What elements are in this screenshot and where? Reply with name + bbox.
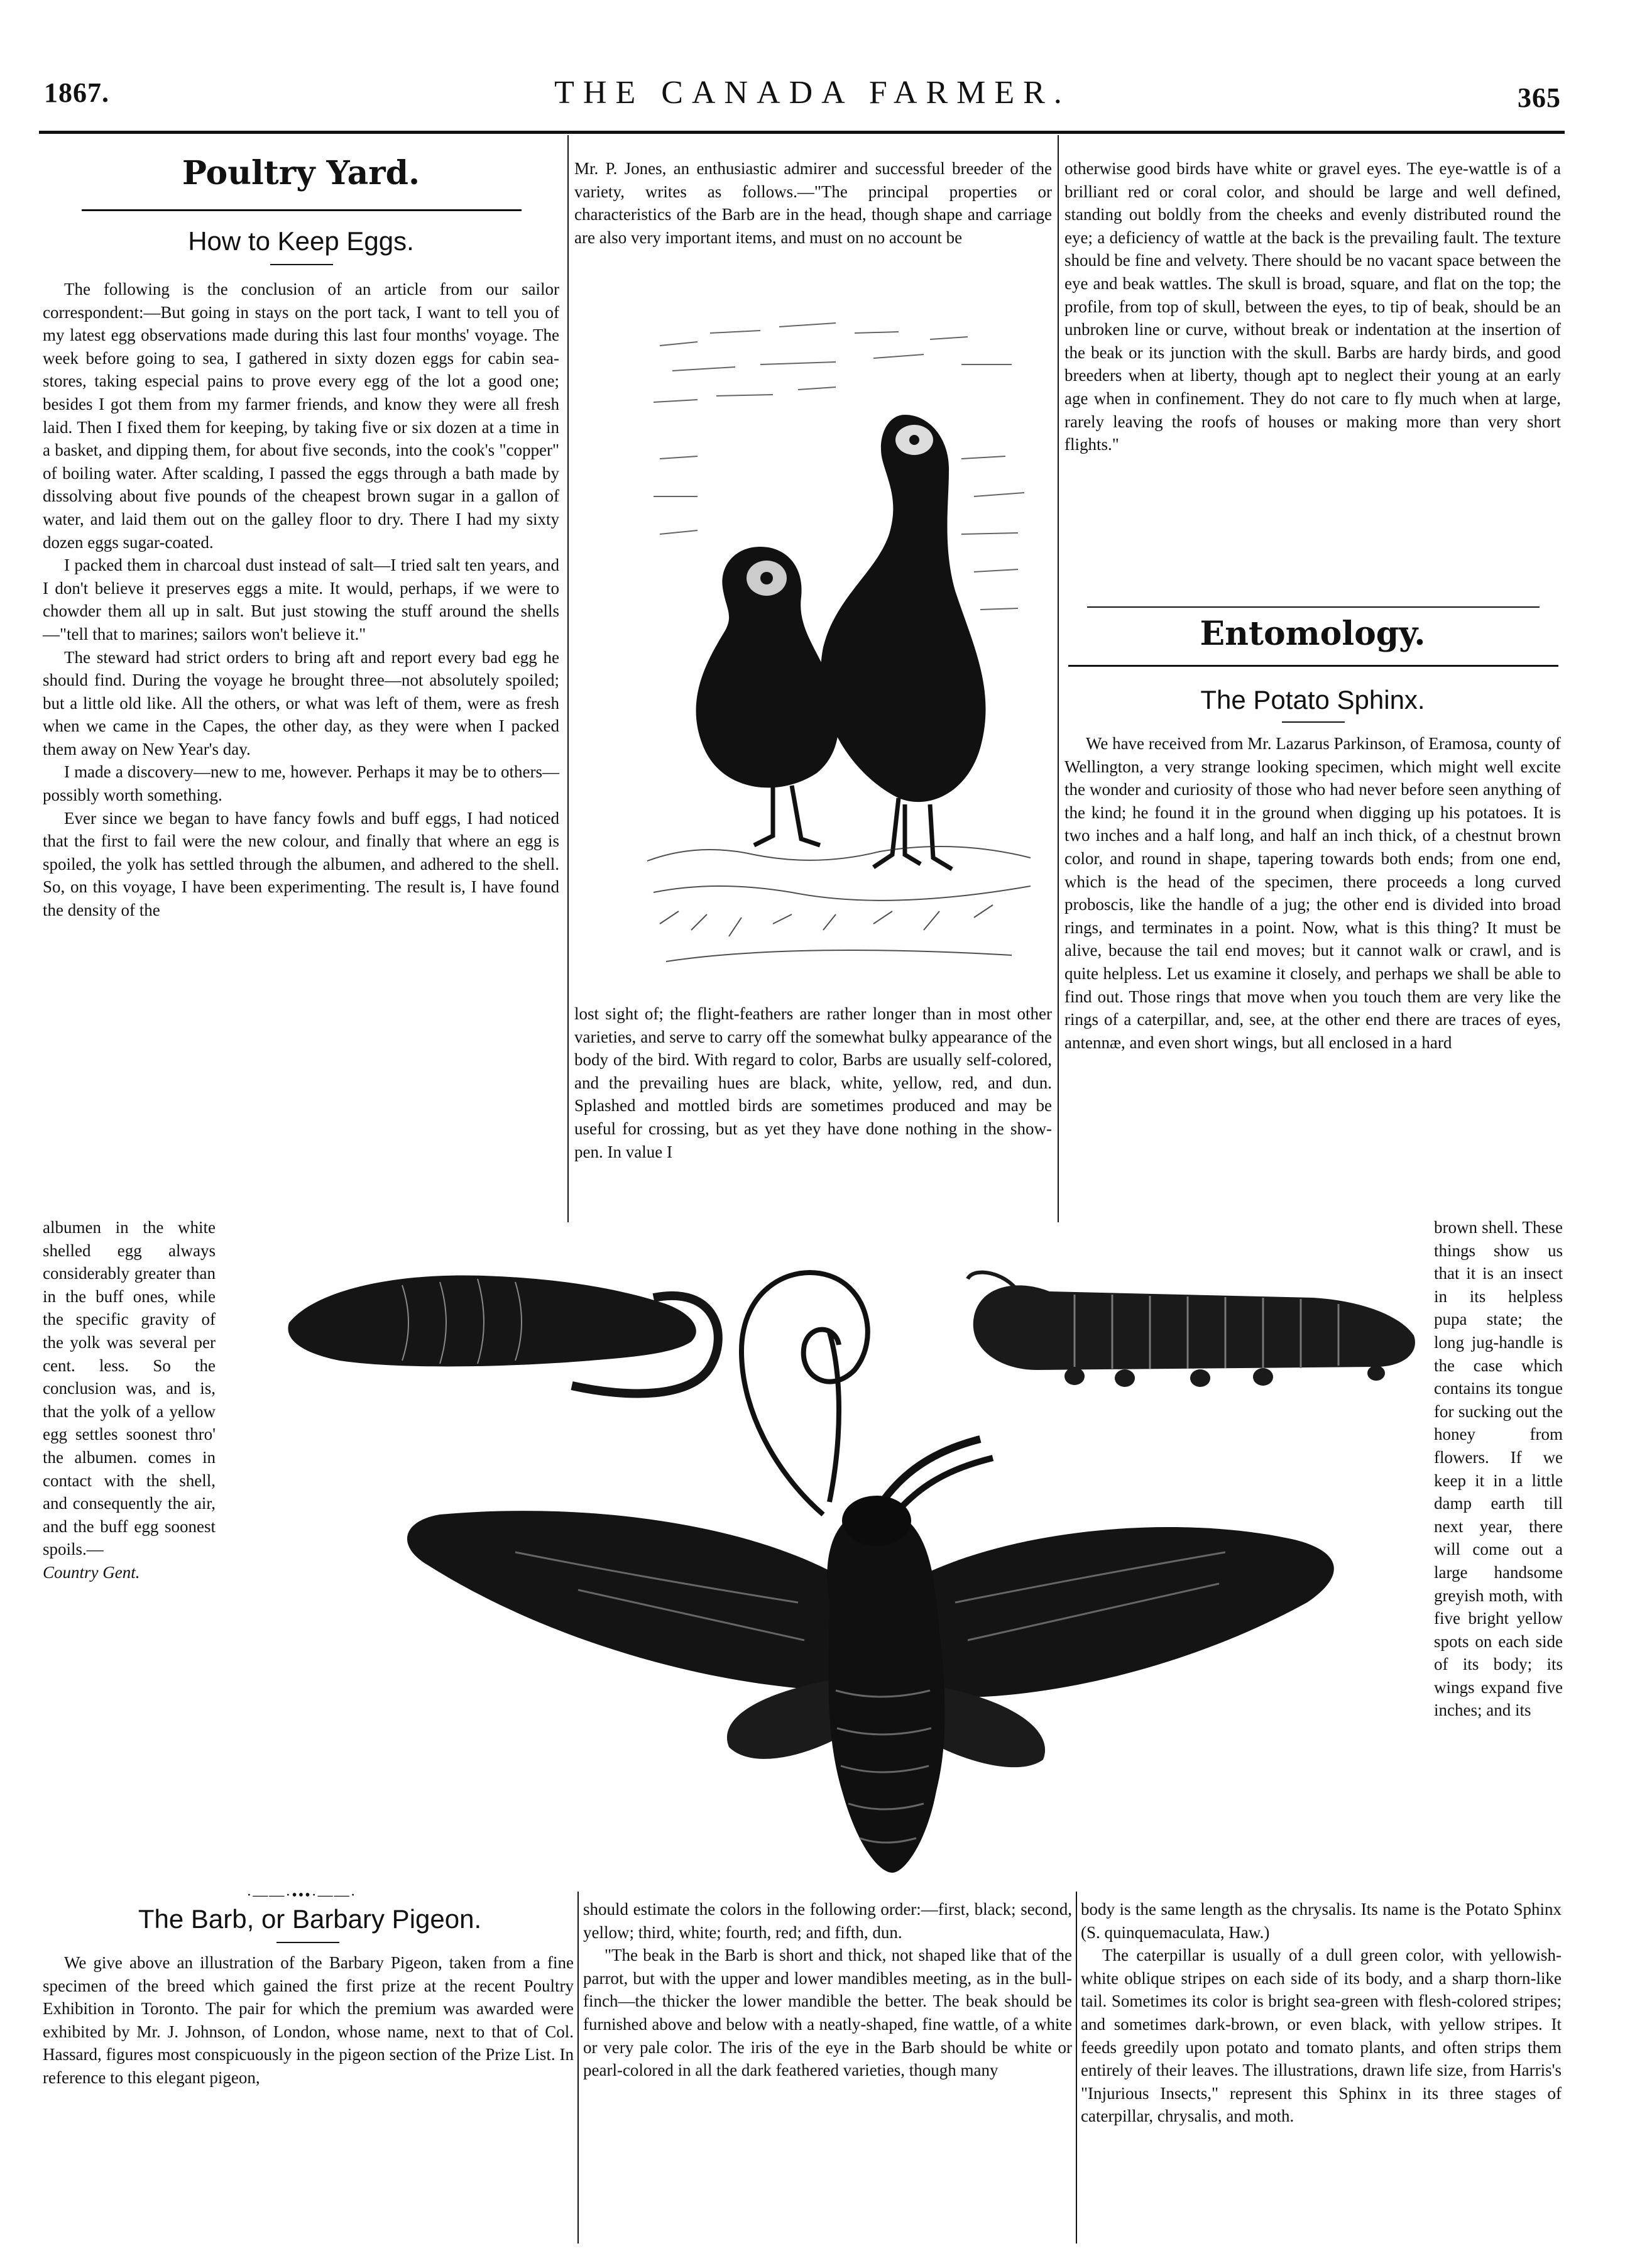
- paragraph: "The beak in the Barb is short and thick, not shaped like that of the parrot, but with the upper and lower mandibles meeting, as in the bull-finch—the thicker the lower mandible the better. The beak should be furnished above and below with a neatly-shaped, fine wattle, of a white or very pale color. The iris of the eye in the Barb should be white or pearl-colored in all the dark feathered varieties, though many: [583, 1946, 1072, 2080]
- paragraph: lost sight of; the flight-feathers are rather longer than in most other varieties, and serve to carry off the somewhat bulky appearance of the body of the bird. With regard to color, Barbs are usually self-colored, and the prevailing hues are black, white, yellow, red, and dun. Splashed and mottled birds are sometimes produced and may be useful for crossing, but as yet they have done nothing in the show-pen. In value I: [574, 1004, 1052, 1161]
- continuation-text: albumen in the white shelled egg always considerably greater than in the buff ones, while the specific gravity of the yolk was several per cent. less. So the conclusion was, and is, that the yolk of a yellow egg settles soonest thro' the albumen. comes in contact with the shell, and consequently the air, and the buff egg soonest spoils.—: [43, 1218, 216, 1559]
- barb-column-3: [1064, 157, 1561, 456]
- barb-column-bottom: [583, 1898, 1072, 2082]
- column-divider: [567, 135, 569, 1222]
- moth-engraving-icon: [390, 1251, 1433, 1879]
- barb-column-top: [574, 157, 1052, 249]
- barb-column-mid: [574, 1002, 1052, 1163]
- paragraph: We give above an illustration of the Barbary Pigeon, taken from a fine specimen of the breed which gained the first prize at the recent Poultry Exhibition in Toronto. The pair for which the premium was awarded were exhibited by Mr. J. Johnson, of London, whose name, next to that of Col. Hassard, figures most conspicuously in the pigeon section of the Prize List. In reference to this elegant pigeon,: [43, 1953, 574, 2087]
- section-rule: [1087, 606, 1540, 608]
- paragraph: otherwise good birds have white or gravel eyes. The eye-wattle is of a brilliant red or coral color, and should be large and well defined, standing out boldly from the cheeks and evenly distributed round the eye; a deficiency of wattle at the back is the prevailing fault. The texture should be fine and velvety. There should be no vacant space between the eye and beak wattles. The skull is broad, square, and flat on the top; the profile, from top of skull, between the eyes, to tip of beak, should be an unbroken line or curve, without break or indentation at the insertion of the beak or its junction with the skull. Barbs are hardy birds, and good breeders when at liberty, though apt to neglect their young at an early age when in confinement. They do not care to fly much when at large, rarely leaving the roofs of houses or making more than very short flights.": [1064, 159, 1561, 454]
- article-body-barb-pigeon: [43, 1951, 574, 2090]
- paragraph: Mr. P. Jones, an enthusiastic admirer and successful breeder of the variety, writes as follows.—"The principal properties or characteristics of the Barb are in the head, though shape and carriage are also very important items, and must on no account be: [574, 159, 1052, 247]
- column-divider: [1058, 135, 1059, 1222]
- article-title-barb-pigeon: The Barb, or Barbary Pigeon.: [138, 1904, 482, 1934]
- paragraph: I made a discovery—new to me, however. Perhaps it may be to others—possibly worth something.: [43, 762, 559, 805]
- article-body-how-to-keep-eggs: [43, 278, 559, 922]
- sphinx-narrow-column: brown shell. These things show us that it is an insect in its helpless pupa state; the long jug-handle is the case which contains its tongue for sucking out the honey from flowers. If we keep it in a little damp earth till next year, there will come out a large handsome greyish moth, with five bright yellow spots on each side of its body; its wings expand five inches; and its: [1434, 1218, 1563, 1720]
- sphinx-column-bottom: [1081, 1898, 1562, 2128]
- paragraph: should estimate the colors in the following order:—first, black; second, yellow; third, white; fourth, red; and fifth, dun.: [583, 1900, 1072, 1942]
- article-continuation-eggs: [43, 1216, 216, 1584]
- article-source: Country Gent.: [43, 1562, 140, 1582]
- paragraph: The following is the conclusion of an article from our sailor correspondent:—But going in stays on the port tack, I want to tell you of my latest egg observations made during this last four months' voyage. The week before going to sea, I gathered in sixty dozen eggs for cabin sea-stores, taking especial pains to prove every egg of the lot a good one; besides I got them from my farmer friends, and know they were all fresh laid. Then I fixed them for keeping, by taking five or six dozen at a time in a basket, and dipping them, for about five seconds, into the cook's "copper" of boiling water. After scalding, I passed the eggs through a bath made by dissolving about five pounds of the cheapest brown sugar in a gallon of water, and laid them out on the galley floor to dry. There I had my sixty dozen eggs sugar-coated.: [43, 280, 559, 552]
- paragraph: The steward had strict orders to bring aft and report every bad egg he should find. During the voyage he brought three—not absolutely spoiled; but a little old like. All the others, or what was left of them, were as fresh when we came in the Capes, the other day, as they were when I packed them away on New Year's day.: [43, 647, 559, 759]
- section-rule: [1068, 665, 1558, 667]
- pigeon-engraving-icon: [635, 295, 1043, 999]
- paragraph: We have received from Mr. Lazarus Parkinson, of Eramosa, county of Wellington, a very strange looking specimen, which might well excite the wonder and curiosity of those who had never before seen anything of the kind; he found it in the ground when digging up his potatoes. It is two inches and a half long, and half an inch thick, of a chestnut brown color, and round in shape, tapering towards both ends; from one end, which is the head of the specimen, there proceeds a long curved proboscis, like the handle of a jug; the other end is divided into broad rings, and terminates in a point. Now, what is this thing? It must be alive, because the tail end moves; but it cannot walk or crawl, and is quite helpless. Let us examine it closely, and perhaps we shall be able to find out. Those rings that move when you touch them are very like the rings of a caterpillar, and, see, at the other end there are traces of eyes, antennæ, and even short wings, but all enclosed in a hard: [1064, 734, 1561, 1052]
- page-year: 1867.: [44, 77, 109, 108]
- title-rule: [276, 1942, 339, 1943]
- paragraph: I packed them in charcoal dust instead of salt—I tried salt ten years, and I don't believe it preserves eggs a mite. It would, perhaps, if we were to chowder them all up in salt. But just stowing the stuff around the shells—"tell that to marines; sailors won't believe it.": [43, 556, 559, 644]
- title-rule: [1282, 721, 1345, 723]
- masthead-title: THE CANADA FARMER.: [554, 75, 1071, 111]
- paragraph: body is the same length as the chrysalis. Its name is the Potato Sphinx (S. quinquemaculata, Haw.): [1081, 1900, 1562, 1942]
- column-divider: [1076, 1892, 1077, 2243]
- ornament-divider: ·——·•••·——·: [246, 1887, 357, 1904]
- paragraph: Ever since we began to have fancy fowls and buff eggs, I had noticed that the first to fail were the new colour, and finally that where an egg is spoiled, the yolk has settled through the albumen, and adhered to the shell. So, on this voyage, I have been experimenting. The result is, I have found the density of the: [43, 808, 559, 920]
- article-body-potato-sphinx: [1064, 732, 1561, 1054]
- header-rule: [39, 131, 1565, 134]
- section-heading-poultry-yard: Poultry Yard.: [182, 154, 420, 192]
- title-rule: [270, 264, 333, 265]
- section-rule: [82, 209, 522, 211]
- paragraph: The caterpillar is usually of a dull green color, with yellowish-white oblique stripes on each side of its body, and a sharp thorn-like tail. Sometimes its color is bright sea-green with flesh-colored stripes; and sometimes dark-brown, or even black, with yellow stripes. It feeds greedily upon potato and tomato plants, and often strips them entirely of their leaves. The illustrations, drawn life size, from Harris's "Injurious Insects," represent this Sphinx in its three stages of caterpillar, chrysalis, and moth.: [1081, 1946, 1562, 2126]
- article-title-potato-sphinx: The Potato Sphinx.: [1200, 685, 1425, 715]
- page-number: 365: [1518, 82, 1561, 113]
- article-title-how-to-keep-eggs: How to Keep Eggs.: [188, 226, 414, 256]
- column-divider: [577, 1892, 579, 2243]
- section-heading-entomology: Entomology.: [1200, 615, 1426, 653]
